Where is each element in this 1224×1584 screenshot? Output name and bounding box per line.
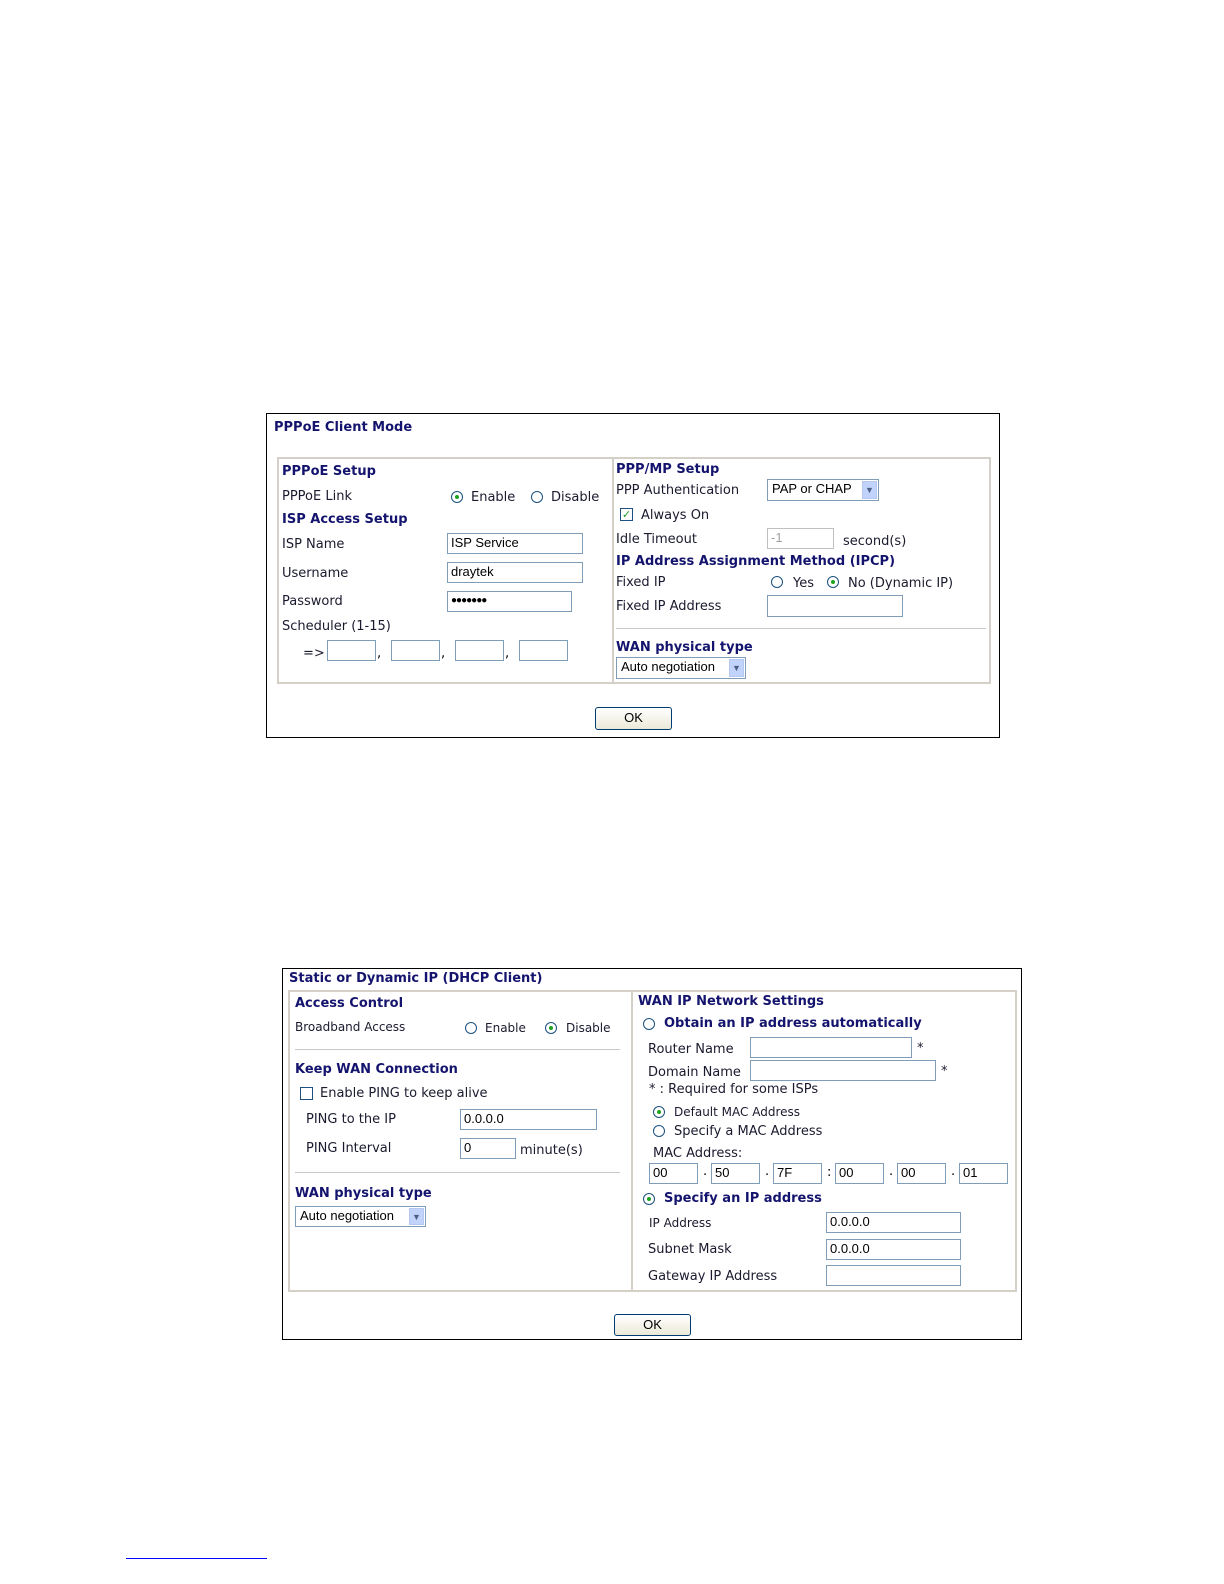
specify-mac-label: Specify a MAC Address: [674, 1124, 823, 1139]
chevron-down-icon[interactable]: ▼: [729, 659, 744, 677]
router-name-required-mark: *: [917, 1041, 924, 1056]
pppoe-client-mode-panel: [266, 413, 1000, 738]
scheduler-input-4[interactable]: [519, 640, 568, 661]
broadband-access-label: Broadband Access: [295, 1020, 406, 1034]
username-input[interactable]: draytek: [447, 562, 583, 583]
scheduler-separator: ,: [377, 646, 382, 661]
subnet-mask-input[interactable]: 0.0.0.0: [826, 1239, 961, 1260]
scheduler-input-1[interactable]: [327, 640, 376, 661]
mac-separator: .: [889, 1164, 894, 1179]
mac-separator: .: [951, 1164, 956, 1179]
broadband-enable-radio[interactable]: [465, 1022, 477, 1034]
fixed-ip-address-input[interactable]: [767, 595, 903, 617]
dhcp-panel-title: Static or Dynamic IP (DHCP Client): [289, 971, 543, 986]
pppoe-link-enable-label: Enable: [471, 490, 516, 505]
keep-wan-connection-heading: Keep WAN Connection: [295, 1062, 458, 1077]
mac-separator: .: [765, 1164, 770, 1179]
fixed-ip-label: Fixed IP: [616, 575, 666, 590]
fixed-ip-yes-label: Yes: [793, 576, 814, 591]
wan-physical-type-select[interactable]: [295, 1206, 426, 1227]
dhcp-client-panel: [282, 968, 1022, 1340]
router-name-label: Router Name: [648, 1042, 734, 1057]
broadband-disable-radio[interactable]: [545, 1022, 557, 1034]
divider: [295, 1172, 620, 1173]
footnote-separator: [126, 1558, 267, 1559]
ping-interval-label: PING Interval: [306, 1141, 392, 1156]
obtain-ip-auto-radio[interactable]: [643, 1018, 655, 1030]
mac-octet-input-5[interactable]: 00: [897, 1163, 946, 1184]
ip-address-label: IP Address: [649, 1216, 712, 1230]
password-label: Password: [282, 594, 343, 609]
domain-name-label: Domain Name: [648, 1065, 741, 1080]
ppp-auth-value: PAP or CHAP: [772, 481, 852, 496]
scheduler-separator: ,: [441, 646, 446, 661]
ping-ip-label: PING to the IP: [306, 1112, 396, 1127]
mac-octet-input-4[interactable]: 00: [835, 1163, 884, 1184]
ppp-auth-select[interactable]: [767, 479, 879, 501]
scheduler-input-2[interactable]: [391, 640, 440, 661]
enable-ping-checkbox[interactable]: [300, 1087, 313, 1100]
wan-ip-network-settings-heading: WAN IP Network Settings: [638, 994, 824, 1009]
ping-interval-unit: minute(s): [520, 1143, 583, 1158]
wan-physical-type-value: Auto negotiation: [621, 659, 715, 674]
domain-name-required-mark: *: [941, 1064, 948, 1079]
specify-ip-label: Specify an IP address: [664, 1191, 822, 1206]
wan-physical-type-heading: WAN physical type: [295, 1186, 432, 1201]
pppoe-link-disable-radio[interactable]: [531, 491, 543, 503]
pppoe-link-enable-radio[interactable]: [451, 491, 463, 503]
default-mac-radio[interactable]: [653, 1106, 665, 1118]
always-on-label: Always On: [641, 508, 710, 523]
scheduler-input-3[interactable]: [455, 640, 504, 661]
pppoe-panel-title: PPPoE Client Mode: [274, 420, 413, 435]
mac-separator: :: [827, 1165, 832, 1180]
ipcp-heading: IP Address Assignment Method (IPCP): [616, 554, 896, 569]
broadband-disable-label: Disable: [566, 1021, 611, 1035]
ip-address-input[interactable]: 0.0.0.0: [826, 1212, 961, 1233]
access-control-heading: Access Control: [295, 996, 404, 1011]
pppoe-setup-heading: PPPoE Setup: [282, 464, 376, 479]
pppoe-link-label: PPPoE Link: [282, 489, 352, 504]
mac-address-label: MAC Address:: [653, 1146, 743, 1161]
mac-separator: .: [703, 1164, 708, 1179]
router-name-input[interactable]: [750, 1037, 912, 1058]
password-input[interactable]: ●●●●●●●: [447, 591, 572, 612]
scheduler-separator: ,: [505, 646, 510, 661]
broadband-enable-label: Enable: [485, 1021, 526, 1035]
chevron-down-icon[interactable]: ▼: [862, 481, 877, 499]
chevron-down-icon[interactable]: ▼: [409, 1208, 424, 1225]
divider: [616, 628, 986, 629]
fixed-ip-address-label: Fixed IP Address: [616, 599, 722, 614]
specify-mac-radio[interactable]: [653, 1125, 665, 1137]
idle-timeout-input[interactable]: -1: [767, 528, 834, 549]
isp-name-input[interactable]: ISP Service: [447, 533, 583, 554]
ok-button[interactable]: OK: [595, 707, 672, 730]
mac-octet-input-2[interactable]: 50: [711, 1163, 760, 1184]
isp-access-setup-heading: ISP Access Setup: [282, 512, 408, 527]
mac-octet-input-6[interactable]: 01: [959, 1163, 1008, 1184]
domain-name-input[interactable]: [750, 1060, 936, 1081]
fixed-ip-no-radio[interactable]: [827, 576, 839, 588]
ping-interval-input[interactable]: 0: [460, 1138, 516, 1159]
wan-physical-type-value: Auto negotiation: [300, 1208, 394, 1223]
gateway-ip-label: Gateway IP Address: [648, 1269, 778, 1284]
fixed-ip-yes-radio[interactable]: [771, 576, 783, 588]
mac-octet-input-3[interactable]: 7F: [773, 1163, 822, 1184]
gateway-ip-input[interactable]: [826, 1265, 961, 1286]
scheduler-arrow: =>: [303, 646, 325, 661]
username-label: Username: [282, 566, 349, 581]
mac-octet-input-1[interactable]: 00: [649, 1163, 698, 1184]
fixed-ip-no-label: No (Dynamic IP): [848, 576, 954, 591]
obtain-ip-auto-label: Obtain an IP address automatically: [664, 1016, 922, 1031]
subnet-mask-label: Subnet Mask: [648, 1242, 732, 1257]
scheduler-label: Scheduler (1-15): [282, 619, 391, 634]
always-on-checkbox[interactable]: ✓: [621, 508, 632, 521]
ppp-auth-label: PPP Authentication: [616, 483, 740, 498]
idle-timeout-unit: second(s): [843, 534, 907, 549]
required-note: * : Required for some ISPs: [649, 1082, 819, 1097]
ping-ip-input[interactable]: 0.0.0.0: [460, 1109, 597, 1130]
isp-name-label: ISP Name: [282, 537, 345, 552]
wan-physical-type-select[interactable]: [616, 657, 746, 679]
enable-ping-label: Enable PING to keep alive: [320, 1086, 488, 1101]
ok-button[interactable]: OK: [614, 1314, 691, 1336]
ppp-mp-setup-heading: PPP/MP Setup: [616, 462, 720, 477]
specify-ip-radio[interactable]: [643, 1193, 655, 1205]
divider: [295, 1049, 620, 1050]
pppoe-link-disable-label: Disable: [551, 490, 600, 505]
wan-physical-type-heading: WAN physical type: [616, 640, 753, 655]
default-mac-label: Default MAC Address: [674, 1105, 800, 1119]
idle-timeout-label: Idle Timeout: [616, 532, 697, 547]
